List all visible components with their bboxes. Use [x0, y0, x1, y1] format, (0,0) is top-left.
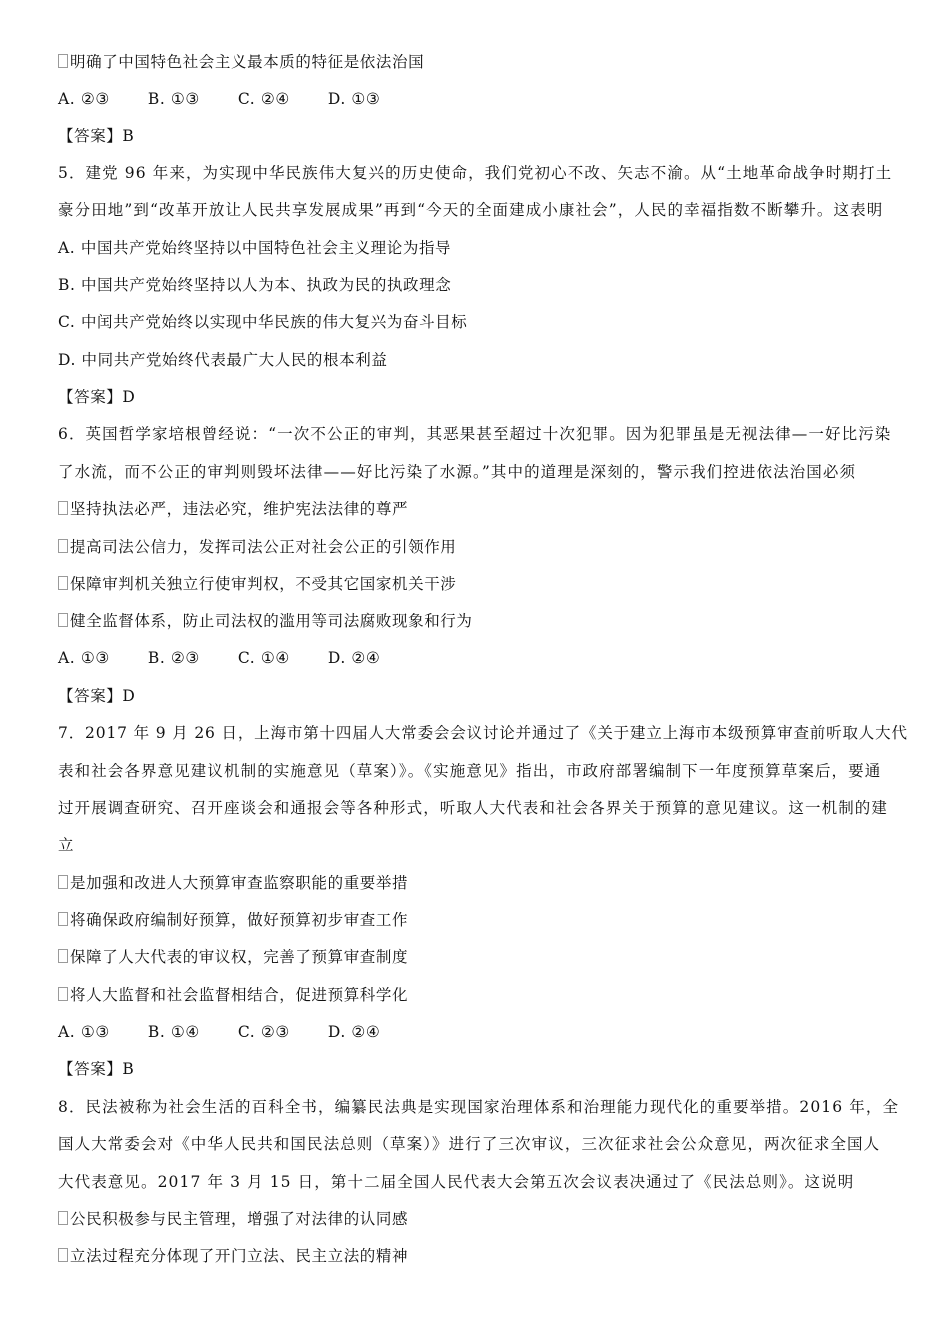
question-8-stem-cont: 国人大常委会对《中华人民共和国民法总则（草案）》进行了三次审议，三次征求社会公众意见，两次征求全国人: [58, 1135, 881, 1153]
choice-b: B. ①③: [147, 90, 200, 108]
question-5-stem: 5．建党 96 年来，为实现中华民族伟大复兴的历史使命，我们党初心不改、矢志不渝。从“土地革命战争时期打土: [58, 164, 893, 182]
answer-key: 【答案】B: [58, 1060, 135, 1078]
missing-glyph-box: [58, 987, 68, 1001]
option-line: 将确保政府编制好预算，做好预算初步审查工作: [58, 910, 908, 930]
choice-a: A. ②③: [58, 90, 110, 108]
question-7-stem-cont: 表和社会各界意见建议机制的实施意见（草案）》。《实施意见》指出，市政府部署编制下一年度预算草案后，要通: [58, 762, 882, 780]
answer-choices: [58, 648, 908, 668]
choice-c: C. ②④: [237, 90, 290, 108]
choice-d: D. ②④: [327, 1023, 381, 1041]
choice-a: A. ①③: [58, 649, 110, 667]
question-7-stem-cont: 立: [58, 836, 75, 854]
missing-glyph-box: [58, 613, 68, 627]
question-5-option-c: C. 中闰共产党始终以实现中华民族的伟大复兴为奋斗目标: [58, 313, 468, 331]
option-line: 将人大监督和社会监督相结合，促进预算科学化: [58, 985, 908, 1005]
answer-key: 【答案】D: [58, 687, 136, 705]
choice-d: D. ②④: [327, 649, 381, 667]
missing-glyph-box: [58, 501, 68, 515]
option-line: 是加强和改进人大预算审查监察职能的重要举措: [58, 873, 908, 893]
missing-glyph-box: [58, 912, 68, 926]
option-line: 明确了中国特色社会主义最本质的特征是依法治国: [58, 52, 908, 72]
question-5-option-d: D. 中同共产党始终代表最广大人民的根本利益: [58, 351, 388, 369]
missing-glyph-box: [58, 1211, 68, 1225]
choice-c: C. ②③: [237, 1023, 290, 1041]
question-7-stem-cont: 过开展调查研究、召开座谈会和通报会等各种形式，听取人大代表和社会各界关于预算的意见建议。这一机制的建: [58, 799, 889, 817]
choice-c: C. ①④: [237, 649, 290, 667]
option-line: 坚持执法必严，违法必究，维护宪法法律的尊严: [58, 499, 908, 519]
question-5-option-a: A. 中国共产党始终坚持以中国特色社会主义理论为指导: [58, 239, 452, 257]
question-7-stem: 7．2017 年 9 月 26 日，上海市第十四届人大常委会会议讨论并通过了《关于建立上海市本级预算审查前听取人大代: [58, 724, 908, 742]
question-8-stem: 8．民法被称为社会生活的百科全书，编纂民法典是实现国家治理体系和治理能力现代化的重要举措。2016 年，全: [58, 1098, 900, 1116]
answer-key: 【答案】B: [58, 127, 135, 145]
question-5-option-b: B. 中国共产党始终坚持以人为本、执政为民的执政理念: [58, 276, 452, 294]
answer-choices: [58, 1022, 908, 1042]
question-6-stem-cont: 了水流，而不公正的审判则毁坏法律——好比污染了水源。”其中的道理是深刻的，警示我们控进依法治国必须: [58, 463, 857, 481]
answer-choices: [58, 89, 908, 109]
question-6-stem: 6．英国哲学家培根曾经说：“一次不公正的审判，其恶果甚至超过十次犯罪。因为犯罪虽是无视法律—一好比污染: [58, 425, 892, 443]
choice-b: B. ②③: [147, 649, 200, 667]
choice-d: D. ①③: [327, 90, 381, 108]
missing-glyph-box: [58, 576, 68, 590]
option-line: 健全监督体系，防止司法权的滥用等司法腐败现象和行为: [58, 611, 908, 631]
missing-glyph-box: [58, 54, 68, 68]
answer-key: 【答案】D: [58, 388, 136, 406]
missing-glyph-box: [58, 539, 68, 553]
option-line: 立法过程充分体现了开门立法、民主立法的精神: [58, 1246, 908, 1266]
option-line: 保障了人大代表的审议权，完善了预算审查制度: [58, 947, 908, 967]
option-line: 提高司法公信力，发挥司法公正对社会公正的引领作用: [58, 537, 908, 557]
option-line: 公民积极参与民主管理，增强了对法律的认同感: [58, 1209, 908, 1229]
choice-a: A. ①③: [58, 1023, 110, 1041]
missing-glyph-box: [58, 1248, 68, 1262]
missing-glyph-box: [58, 949, 68, 963]
choice-b: B. ①④: [147, 1023, 200, 1041]
question-8-stem-cont: 大代表意见。2017 年 3 月 15 日，第十二届全国人民代表大会第五次会议表决通过了《民法总则》。这说明: [58, 1173, 855, 1191]
missing-glyph-box: [58, 875, 68, 889]
question-5-stem-cont: 豪分田地”到“改革开放让人民共享发展成果”再到“今天的全面建成小康社会”，人民的幸福指数不断攀升。这表明: [58, 201, 884, 219]
option-line: 保障审判机关独立行使审判权，不受其它国家机关干涉: [58, 574, 908, 594]
